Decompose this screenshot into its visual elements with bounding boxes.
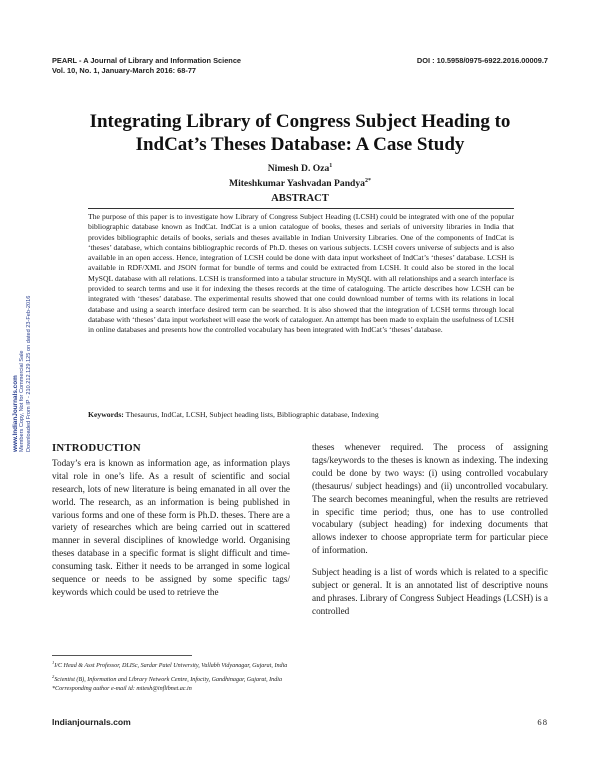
paragraph: Today’s era is known as information age, as information plays vital role in one’s life. As a result of scientific and social research, lots of new literature is being emanated in all over the world. The research, as an information is being published in various forms and one of these form is Ph.D. theses. There are a variety of researches which are being carried out in scattered manner in several disciplines of knowledge world. Organising theses database in a specific format is slight difficult and time-consuming task. Either it needs to be arranged in some logical sequence or needs to be assigned by some specific tags/ keywords which could be used to retrieve the [52,457,290,597]
footnote-divider [52,655,192,656]
page-number: 68 [537,717,548,727]
watermark-download: Downloaded From IP - 210.212.129.125 on dated 23-Feb-2016 [26,295,32,452]
download-watermark [2,242,70,454]
footnote-3: *Corresponding author e-mail id: mitesh@inflibnet.ac.in [52,686,192,693]
watermark-members: Members Copy, Not for Commercial Sale [19,350,25,452]
doi: DOI : 10.5958/0975-6922.2016.00009.7 [416,56,548,65]
footnote-2: $^2$Scientist (B), Information and Library Network Centre, Infocity, Gandhinagar, Gujarat, India [52,673,283,683]
keywords-label: Keywords: [88,410,124,419]
abstract-divider [88,208,514,209]
author-1: Nimesh D. Oza$^1$ [267,163,333,175]
journal-volume: Vol. 10, No. 1, January-March 2016: 68-77 [52,66,197,75]
left-column [52,442,290,599]
section-heading-introduction: INTRODUCTION [52,442,141,454]
abstract-text: The purpose of this paper is to investigate how Library of Congress Subject Heading (LCSH) could be integrated with one of the popular bibliographic database known as IndCat. IndCat is a union catalogue of books, theses and serials of university libraries in India that provides bibliographic details of books, serials and theses available in Indian University Libraries. One of the components of IndCat is ‘theses’ database, which contains bibliographic records of Ph.D. theses on various subjects. LCSH covers universe of subjects and is also available in an open access. Hence, integration of LCSH could be done with data input worksheet of IndCat’s ‘theses’ database. LCSH is available in RDF/XML and JSON format for bundle of terms and could be extracted from LCSH. It could also be stored in the local MySQL database with all relations. LCSH is transformed into a tabular structure in MySQL with all relationships and a search interface is provided to search terms and use it for indexing the theses records at the time of cataloguing. The article describes how LCSH can be integrated with ‘theses’ database. The experimental results showed that one could download number of terms with its relations in local database and using a search interface desired term can be searched. It is also showed that the integration of LCSH terms through local database with ‘theses’ data input worksheet will ease the work of cataloguer. An attempt has been made to explain the usefulness of LCSH in online databases and presents how the controlled vocabulary has been integrated with IndCat’s ‘theses’ database. [88,212,514,335]
running-header [52,56,241,76]
authors [40,160,560,190]
paragraph: theses whenever required. The process of assigning tags/keywords to the theses is known as indexing. The indexing could be done by two ways: (i) using controlled vocabulary (thesaurus/ subject headings) and (ii) uncontrolled vocabulary. The search becomes meaningful, when the results are retrieved in specific time period; thus, one has to use controlled vocabulary (subject heading) for indexing documents that allows indexer to choose appropriate term for particular piece of information. [312,442,548,556]
keywords-list: Thesaurus, IndCat, LCSH, Subject heading lists, Bibliographic database, Indexing [125,410,379,419]
journal-name: PEARL - A Journal of Library and Information Science [52,56,242,65]
watermark-site: www.IndianJournals.com [12,375,19,452]
abstract-heading: ABSTRACT [271,193,329,204]
article-title [40,110,560,156]
author-2: Miteshkumar Yashvadan Pandya$^{2*}$ [229,178,371,190]
right-column [312,441,548,627]
paragraph: Subject heading is a list of words which is related to a specific subject or general. It is an annotated list of descriptive nouns and phrases. Library of Congress Subject Headings (LCSH) is a controlled [312,567,548,616]
footnote-1: $^1$I/C Head & Asst Professor, DLISc, Sardar Patel University, Vallabh Vidyanagar, Gujarat, India [52,660,288,670]
footnotes [52,658,532,695]
title-line-1: Integrating Library of Congress Subject Heading to [89,111,511,132]
title-line-2: IndCat’s Theses Database: A Case Study [135,134,465,155]
keywords [88,410,514,420]
footer-site: Indianjournals.com [52,717,131,727]
